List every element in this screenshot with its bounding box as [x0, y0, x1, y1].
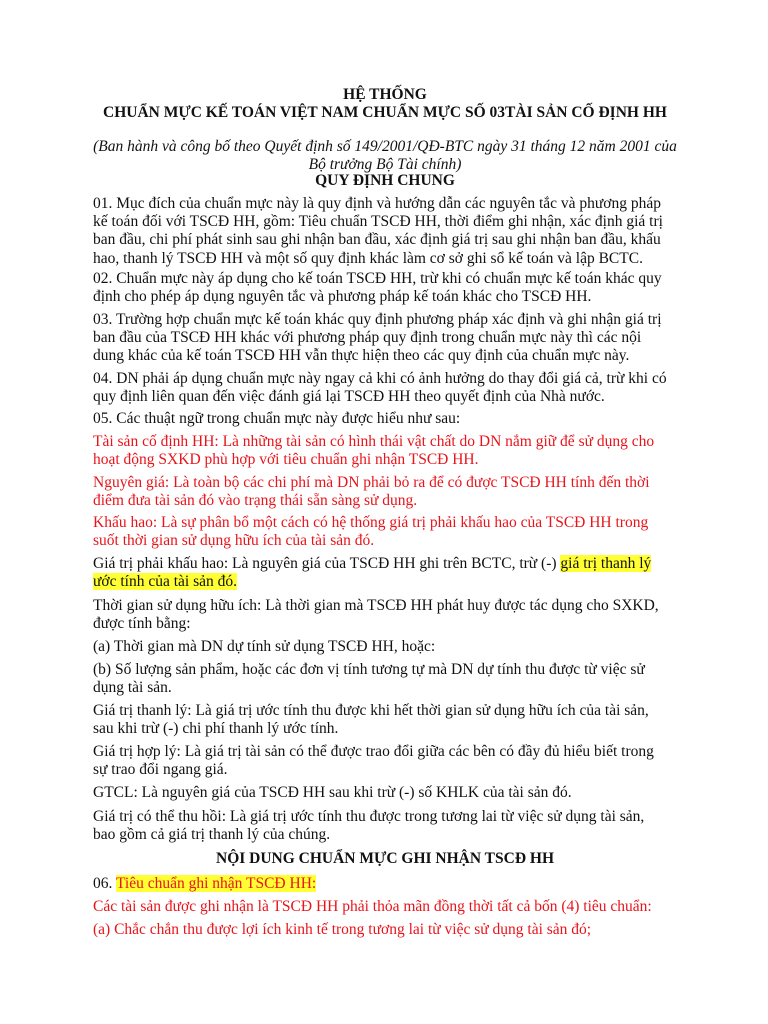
paragraph-06: [93, 875, 668, 893]
paragraph-05: 05. Các thuật ngữ trong chuẩn mực này được hiểu như sau:: [93, 410, 461, 427]
definition-useful-life: Thời gian sử dụng hữu ích: Là thời gian mà TSCĐ HH phát huy được tác dụng cho SXKD, được tính bằng:: [93, 597, 659, 633]
definition-residual-value: Giá trị thanh lý: Là giá trị ước tính thu được khi hết thời gian sử dụng hữu ích của tài sản, sau khi trừ (-) chi phí thanh lý ước tính.: [93, 702, 649, 738]
definition-depreciable-amount: [93, 555, 668, 591]
paragraph-02: 02. Chuẩn mực này áp dụng cho kế toán TSCĐ HH, trừ khi có chuẩn mực kế toán khác quy định cho phép áp dụng nguyên tắc và phương pháp kế toán khác cho TSCĐ HH.: [93, 270, 662, 306]
useful-life-item-b: (b) Số lượng sản phẩm, hoặc các đơn vị tính tương tự mà DN dự tính thu được từ việc sử dụng tài sản.: [93, 661, 645, 697]
document-title-line1: HỆ THỐNG: [343, 86, 427, 103]
document-title-line2: CHUẨN MỰC KẾ TOÁN VIỆT NAM CHUẨN MỰC SỐ 03TÀI SẢN CỐ ĐỊNH HH: [103, 104, 667, 121]
paragraph-01: 01. Mục đích của chuẩn mực này là quy định và hướng dẫn các nguyên tắc và phương pháp kế toán đối với TSCĐ HH, gồm: Tiêu chuẩn TSCĐ HH, thời điểm ghi nhận, xác định giá trị ban đầu, chi phí phát sinh sau ghi nhận ban đầu, xác định giá trị sau ghi nhận ban đầu, khấu hao, thanh lý TSCĐ HH và một số quy định khác làm cơ sở ghi sổ kế toán và lập BCTC.: [93, 195, 663, 267]
paragraph-06-number: 06.: [93, 875, 116, 892]
highlighted-phrase: giá trị thanh lý ước tính của tài sản đó.: [93, 555, 652, 591]
definition-depreciation: Khấu hao: Là sự phân bổ một cách có hệ thống giá trị phải khấu hao của TSCĐ HH trong suốt thời gian sử dụng hữu ích của tài sản đó.: [93, 514, 649, 550]
paragraph-04: 04. DN phải áp dụng chuẩn mực này ngay cả khi có ảnh hưởng do thay đổi giá cả, trừ khi có quy định liên quan đến việc đánh giá lại TSCĐ HH theo quyết định của Nhà nước.: [93, 370, 667, 406]
recognition-criterion-a: (a) Chắc chắn thu được lợi ích kinh tế trong tương lai từ việc sử dụng tài sản đó;: [93, 921, 592, 938]
definition-fair-value: Giá trị hợp lý: Là giá trị tài sản có thể được trao đổi giữa các bên có đầy đủ hiểu biết trong sự trao đổi ngang giá.: [93, 743, 654, 779]
definition-tangible-fixed-asset: Tài sản cố định HH: Là những tài sản có hình thái vật chất do DN nắm giữ để sử dụng cho hoạt động SXKD phù hợp với tiêu chuẩn ghi nhận TSCĐ HH.: [93, 433, 655, 469]
paragraph-06-title: Tiêu chuẩn ghi nhận TSCĐ HH:: [115, 875, 317, 892]
definition-historical-cost: Nguyên giá: Là toàn bộ các chi phí mà DN phải bỏ ra để có được TSCĐ HH tính đến thời điểm đưa tài sản đó vào trạng thái sẵn sàng sử dụng.: [93, 474, 650, 510]
document-subtitle: (Ban hành và công bố theo Quyết định số 149/2001/QĐ-BTC ngày 31 tháng 12 năm 2001 của Bộ trưởng Bộ Tài chính): [93, 138, 677, 173]
paragraph-03: 03. Trường hợp chuẩn mực kế toán khác quy định phương pháp xác định và ghi nhận giá trị ban đầu của TSCĐ HH khác với phương pháp quy định trong chuẩn mực này thì các nội dung khác của kế toán TSCĐ HH vẫn thực hiện theo các quy định của chuẩn mực này.: [93, 311, 662, 365]
definition-recoverable-amount: Giá trị có thể thu hồi: Là giá trị ước tính thu được trong tương lai từ việc sử dụng tài sản, bao gồm cả giá trị thanh lý của chúng.: [93, 808, 645, 844]
definition-carrying-amount: GTCL: Là nguyên giá của TSCĐ HH sau khi trừ (-) số KHLK của tài sản đó.: [93, 784, 572, 801]
section-heading-general: QUY ĐỊNH CHUNG: [315, 172, 455, 189]
definition-depreciable-amount-text: Giá trị phải khấu hao: Là nguyên giá của TSCĐ HH ghi trên BCTC, trừ (-): [93, 555, 561, 572]
section-heading-recognition: NỘI DUNG CHUẨN MỰC GHI NHẬN TSCĐ HH: [216, 850, 554, 867]
useful-life-item-a: (a) Thời gian mà DN dự tính sử dụng TSCĐ HH, hoặc:: [93, 638, 436, 655]
recognition-criteria-intro: Các tài sản được ghi nhận là TSCĐ HH phải thỏa mãn đồng thời tất cả bốn (4) tiêu chuẩn:: [93, 898, 652, 915]
